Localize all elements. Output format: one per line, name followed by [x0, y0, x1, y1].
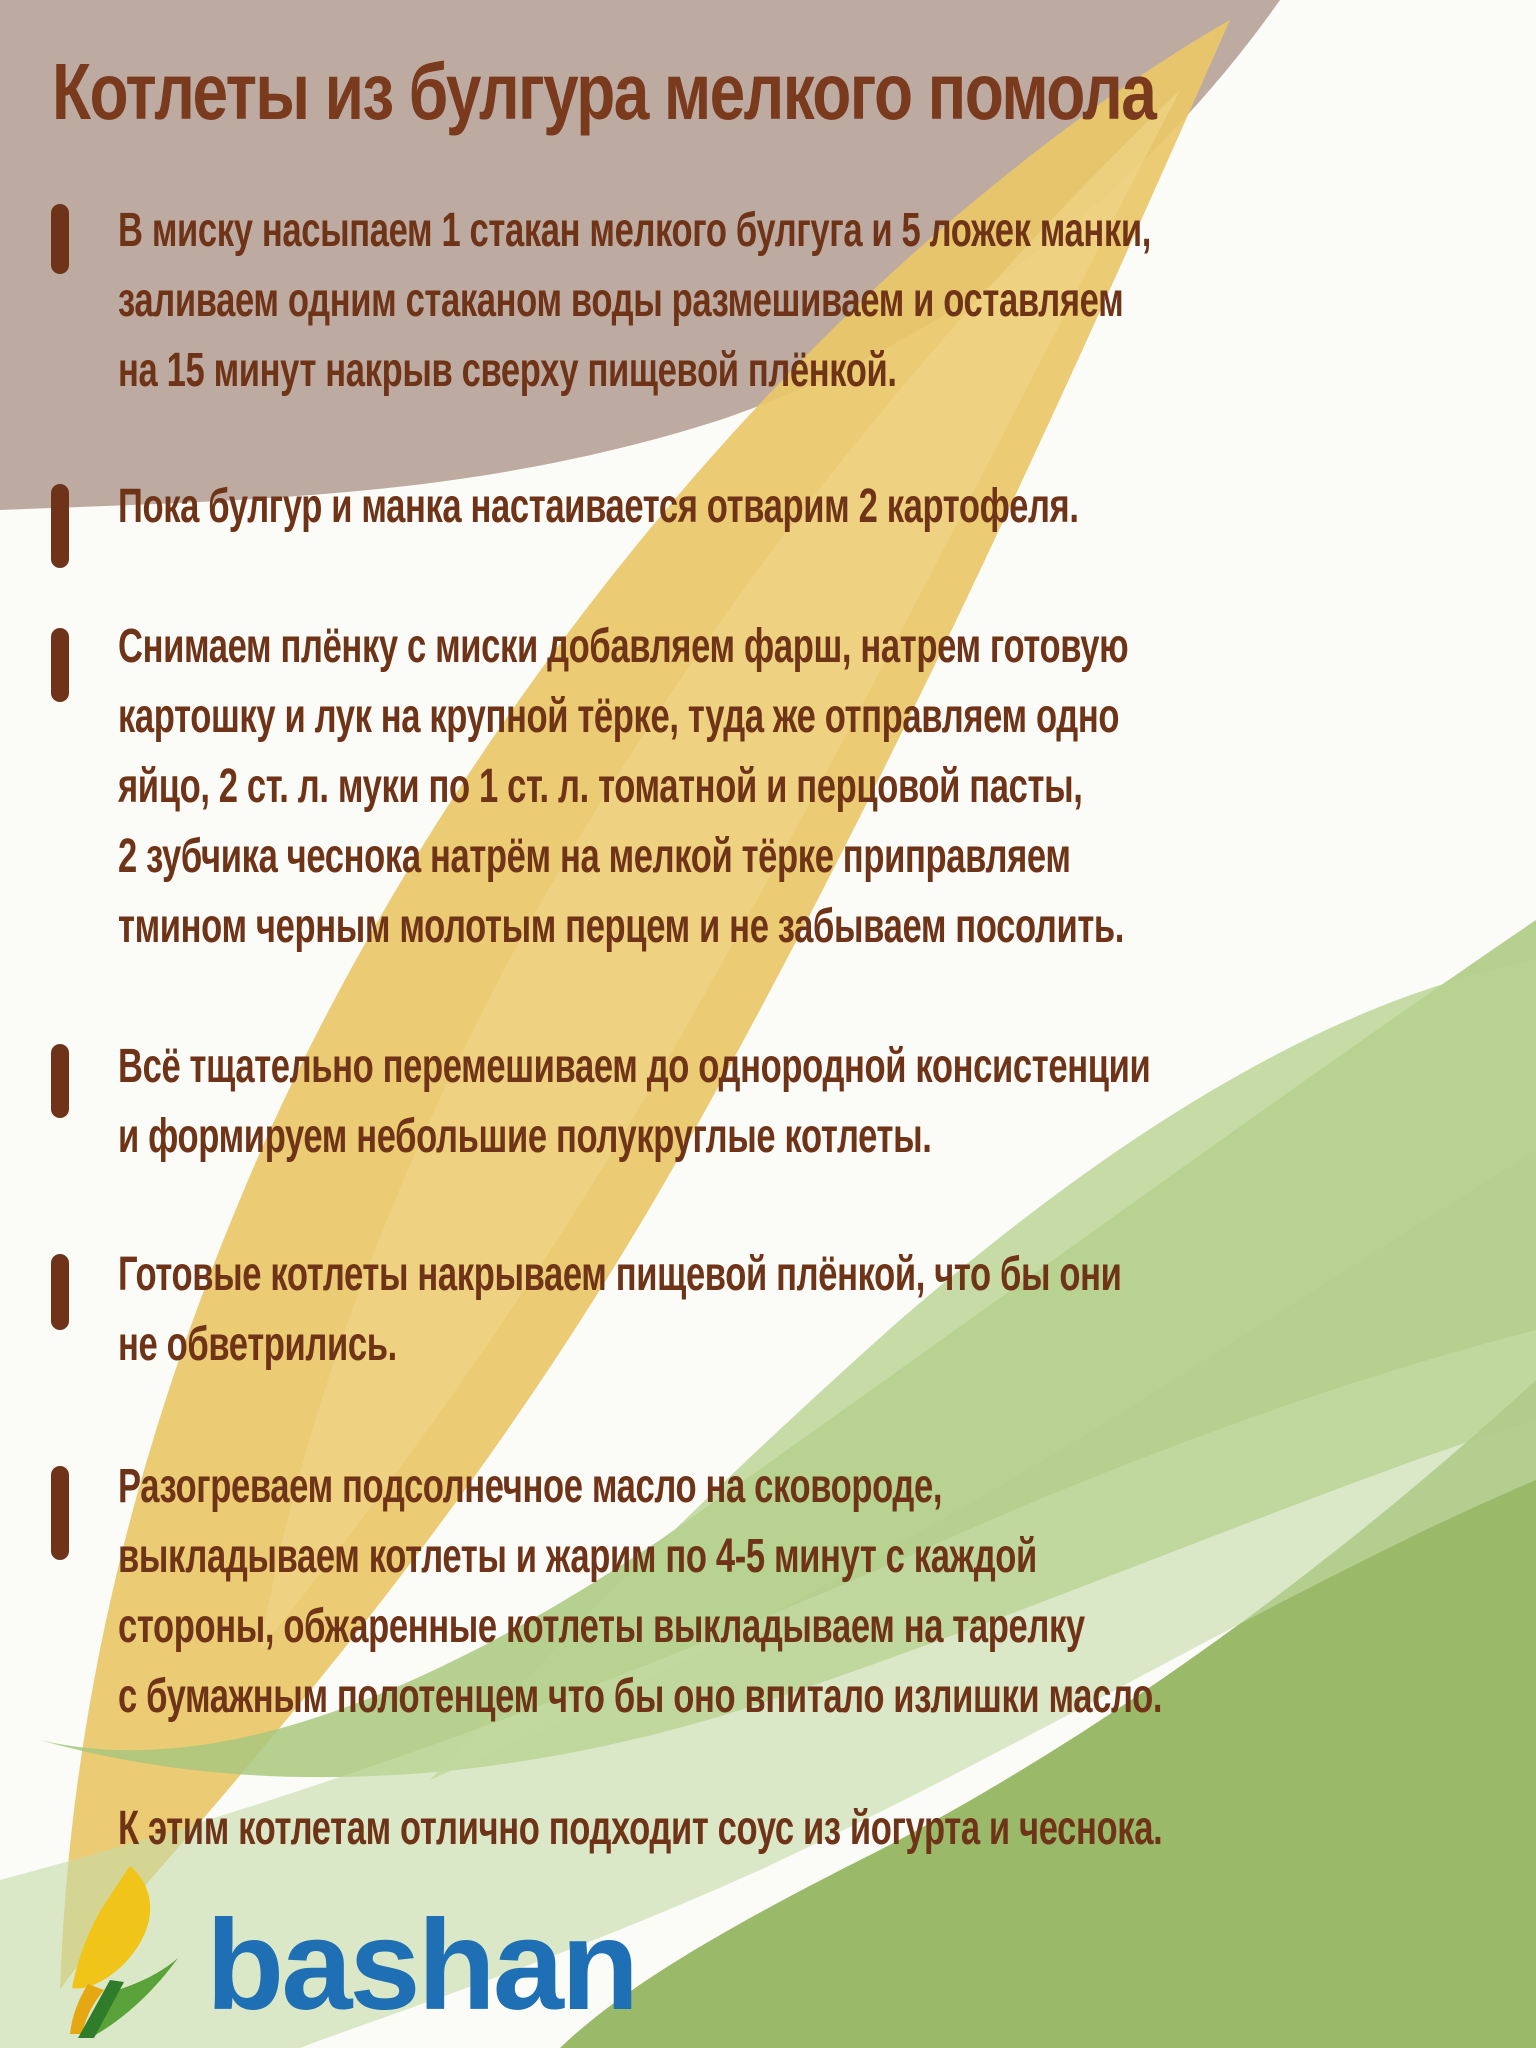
step-bullet-marker	[51, 1044, 69, 1118]
step-bullet-marker	[51, 1466, 69, 1560]
step-bullet-marker	[51, 484, 69, 568]
step-text: Снимаем плёнку с миски добавляем фарш, натрем готовую картошку и лук на крупной тёрке, туда же отправляем одно яйцо, 2 ст. л. муки по 1 ст. л. томатной и перцовой пасты, 2 зубчика чеснока натрём на мелкой тёрке приправляем тмином черным молотым перцем и не забываем посолить.	[118, 620, 1129, 953]
step-bullet-marker	[51, 1254, 69, 1330]
step-text: Пока булгур и манка настаивается отварим 2 картофеля.	[118, 480, 1079, 533]
bashan-logo	[60, 1862, 700, 2042]
recipe-title: Котлеты из булгура мелкого помола	[52, 47, 1156, 136]
leaf-logo-icon	[60, 1862, 200, 2038]
step-text: В миску насыпаем 1 стакан мелкого булгуга и 5 ложек манки, заливаем одним стаканом воды размешиваем и оставляем на 15 минут накрыв сверху пищевой плёнкой.	[118, 204, 1151, 397]
logo-wordmark: bashan	[206, 1894, 637, 2037]
step-bullet-marker	[51, 628, 69, 702]
step-text: Готовые котлеты накрываем пищевой плёнкой, что бы они не обветрились.	[118, 1248, 1122, 1371]
closing-text: К этим котлетам отлично подходит соус из йогурта и чеснока.	[118, 1802, 1163, 1855]
step-bullet-marker	[51, 204, 69, 274]
step-text: Всё тщательно перемешиваем до однородной консистенции и формируем небольшие полукруглые котлеты.	[118, 1040, 1151, 1163]
step-text: Разогреваем подсолнечное масло на сковороде, выкладываем котлеты и жарим по 4-5 минут с каждой стороны, обжаренные котлеты выкладываем на тарелку с бумажным полотенцем что бы оно впитало излишки масло.	[118, 1460, 1163, 1723]
